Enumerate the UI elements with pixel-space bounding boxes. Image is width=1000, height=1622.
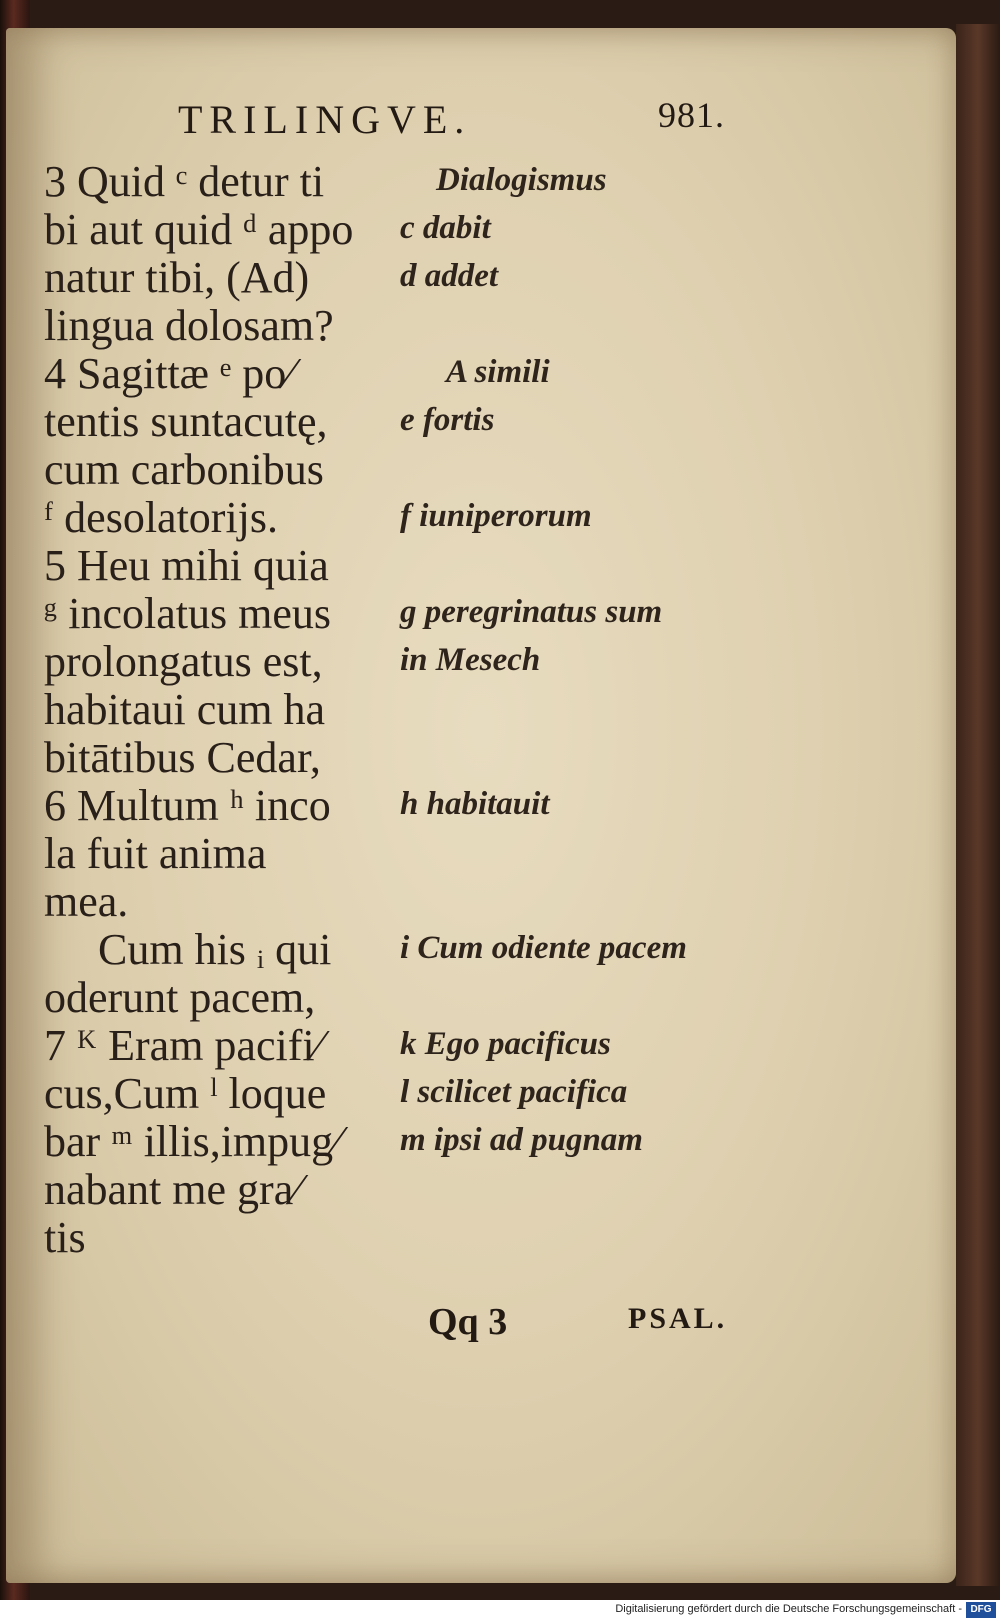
catchword: PSAL. [628,1302,728,1335]
text-line: cus,Cum ˡ loque [44,1069,327,1118]
text-line: mea. [44,877,129,926]
page-number: 981. [658,95,725,135]
book-edge [956,24,1000,1586]
text-line: oderunt pacem, [44,973,316,1022]
text-line: 7 ᴷ Eram pacifi⁄ [44,1021,322,1070]
text-line: tis [44,1213,86,1262]
text-line: Cum his ᵢ qui [98,925,332,974]
text-line: ᶠ desolatorijs. [44,493,279,542]
text-line: bi aut quid ᵈ appo [44,205,354,254]
text-line: bar ᵐ illis,impug⁄ [44,1117,341,1166]
text-line: habitaui cum ha [44,685,326,734]
dfg-logo: DFG [966,1602,996,1618]
gloss-note: k Ego pacificus [400,1026,611,1062]
text-line: 6 Multum ʰ inco [44,781,331,830]
text-line: natur tibi, (Ad) [44,253,310,302]
text-line: prolongatus est, [44,637,323,686]
gloss-note: c dabit [400,210,491,246]
gloss-note: in Mesech [400,642,541,678]
running-head: TRILINGVE. [178,97,472,142]
gloss-note: A simili [446,354,550,390]
text-line: tentis suntacutę, [44,397,328,446]
signature-mark: Qq 3 [428,1301,508,1343]
gloss-note: d addet [400,258,499,294]
funding-notice: Digitalisierung gefördert durch die Deutsche Forschungsgemeinschaft - [615,1603,962,1615]
text-line: bitātibus Cedar, [44,733,321,782]
gloss-note: f iuniperorum [400,498,592,534]
gloss-note: Dialogismus [436,162,607,198]
text-line: 4 Sagittæ ᵉ po⁄ [44,349,294,398]
text-line: 5 Heu mihi quia [44,541,329,590]
text-line: lingua dolosam? [44,301,334,350]
text-line: cum carbonibus [44,445,324,494]
text-line: 3 Quid ᶜ detur ti [44,157,325,206]
gloss-note: i Cum odiente pacem [400,930,687,966]
gloss-note: g peregrinatus sum [400,594,663,630]
gloss-note: h habitauit [400,786,550,822]
gloss-note: l scilicet pacifica [400,1074,628,1110]
text-line: la fuit anima [44,829,267,878]
text-line: nabant me gra⁄ [44,1165,301,1214]
gloss-note: m ipsi ad pugnam [400,1122,643,1158]
text-line: ᵍ incolatus meus [44,589,331,638]
gloss-note: e fortis [400,402,495,438]
